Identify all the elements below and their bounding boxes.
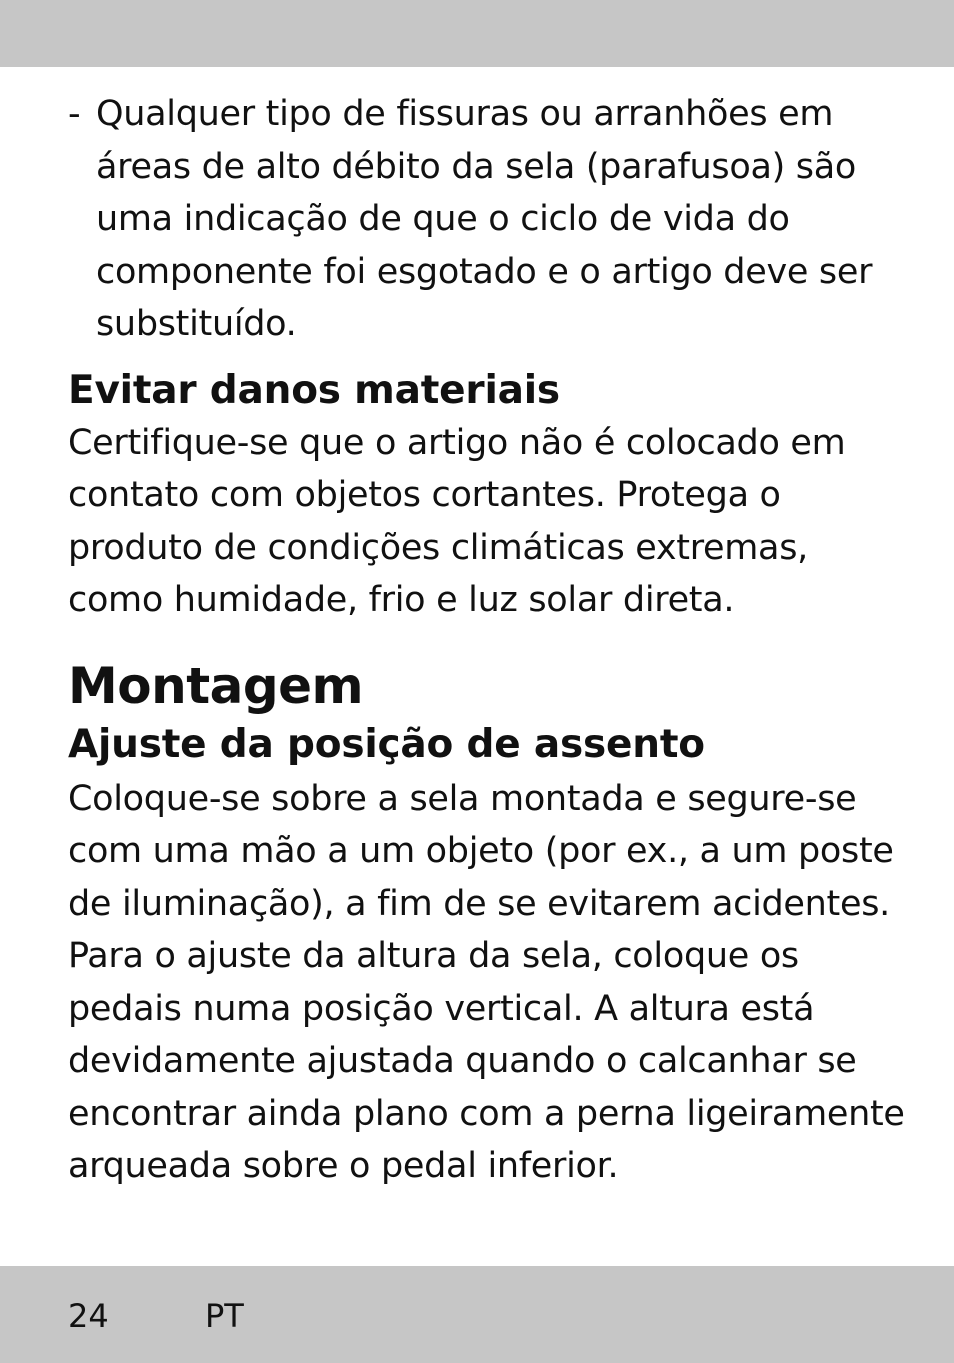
page-content [68, 88, 908, 1193]
bullet-text: Qualquer tipo de fissuras ou arranhões em áreas de alto débito da sela (parafusoa) são uma indicação de que o ciclo de vida do componente foi esgotado e o artigo deve ser substituído. [96, 94, 873, 344]
language-code: PT [205, 1297, 244, 1335]
page-number: 24 [68, 1297, 109, 1335]
section-body-seat-position: Coloque-se sobre a sela montada e segure-se com uma mão a um objeto (por ex., a um poste de iluminação), a fim de se evitarem acidentes. Para o ajuste da altura da sela, coloque os pedais numa posição vertical. A altura está devidamente ajustada quando o calcanhar se encontrar ainda plano com a perna ligeiramente arqueada sobre o pedal inferior. [68, 778, 905, 1186]
section-heading-material-damage: Evitar danos materiais [68, 367, 560, 413]
section-heading-seat-position: Ajuste da posição de assento [68, 721, 705, 767]
warning-bullet-item [68, 88, 908, 351]
footer-bar [0, 1266, 954, 1363]
chapter-title-assembly: Montagem [68, 656, 364, 715]
bullet-dash: - [68, 94, 81, 134]
header-bar [0, 0, 954, 67]
section-body-material-damage: Certifique-se que o artigo não é colocado em contato com objetos cortantes. Protega o produto de condições climáticas extremas, como humidade, frio e luz solar direta. [68, 422, 846, 620]
